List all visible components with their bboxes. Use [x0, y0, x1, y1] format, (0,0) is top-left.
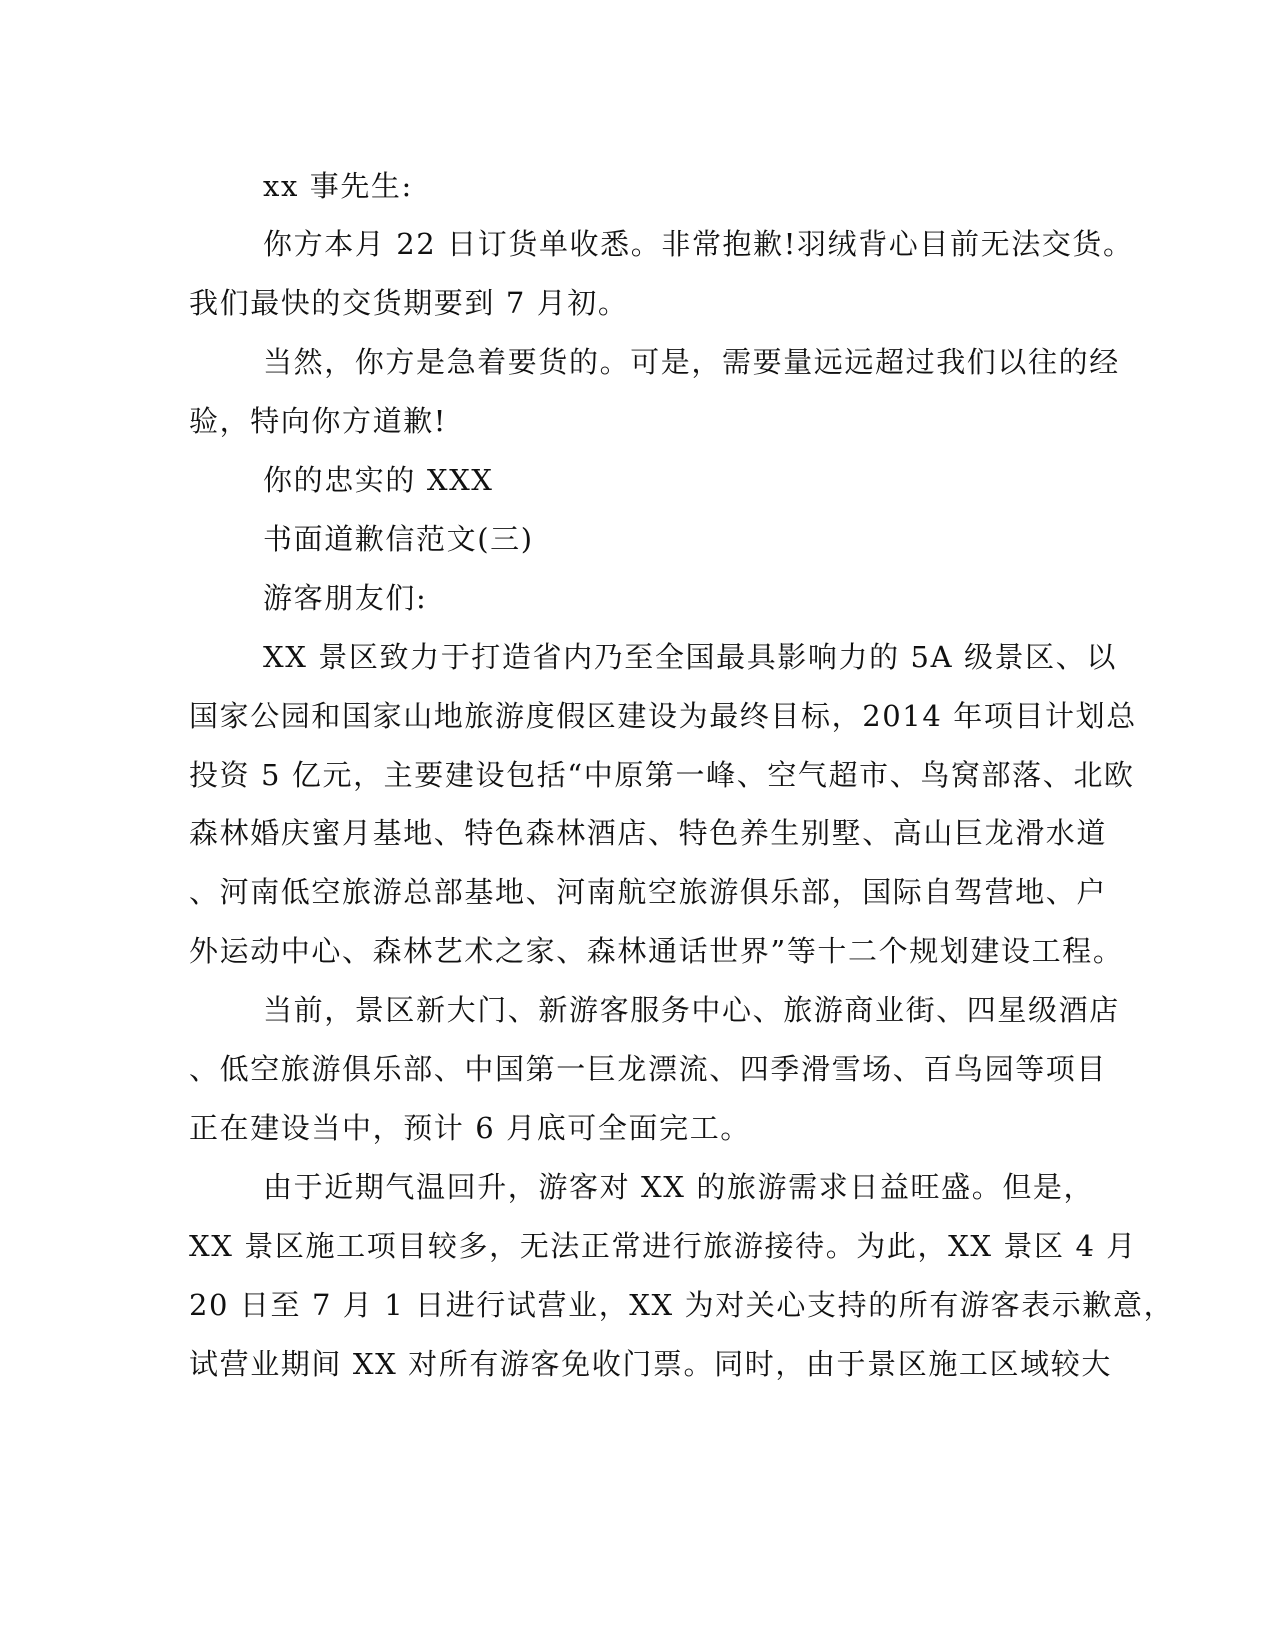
salutation-line: 游客朋友们:	[263, 581, 428, 615]
paragraph-line: 你方本月 22 日订货单收悉。非常抱歉!羽绒背心目前无法交货。	[263, 227, 1134, 261]
paragraph-line: 、河南低空旅游总部基地、河南航空旅游俱乐部，国际自驾营地、户	[189, 875, 1108, 909]
paragraph-line: 验，特向你方道歉!	[189, 404, 448, 438]
paragraph-line: 我们最快的交货期要到 7 月初。	[189, 286, 629, 320]
paragraph-line: 当然，你方是急着要货的。可是，需要量远远超过我们以往的经	[263, 345, 1120, 379]
paragraph-line: 20 日至 7 月 1 日进行试营业，XX 为对关心支持的所有游客表示歉意，	[189, 1288, 1175, 1322]
paragraph-line: 由于近期气温回升，游客对 XX 的旅游需求日益旺盛。但是，	[263, 1170, 1095, 1204]
paragraph-line: 正在建设当中，预计 6 月底可全面完工。	[189, 1111, 751, 1145]
paragraph-line: 国家公园和国家山地旅游度假区建设为最终目标，2014 年项目计划总	[189, 699, 1137, 733]
paragraph-line: 当前，景区新大门、新游客服务中心、旅游商业街、四星级酒店	[263, 993, 1120, 1027]
signature-line: 你的忠实的 XXX	[263, 463, 494, 497]
paragraph-line: 试营业期间 XX 对所有游客免收门票。同时，由于景区施工区域较大	[189, 1347, 1112, 1381]
salutation-line: xx 事先生:	[263, 169, 413, 203]
paragraph-line: XX 景区施工项目较多，无法正常进行旅游接待。为此，XX 景区 4 月	[189, 1229, 1137, 1263]
section-title: 书面道歉信范文(三)	[263, 522, 534, 556]
paragraph-line: 外运动中心、森林艺术之家、森林通话世界”等十二个规划建设工程。	[189, 934, 1124, 968]
paragraph-line: 投资 5 亿元，主要建设包括“中原第一峰、空气超市、鸟窝部落、北欧	[189, 758, 1135, 792]
paragraph-line: XX 景区致力于打造省内乃至全国最具影响力的 5A 级景区、以	[263, 640, 1117, 674]
paragraph-line: 、低空旅游俱乐部、中国第一巨龙漂流、四季滑雪场、百鸟园等项目	[189, 1052, 1108, 1086]
paragraph-line: 森林婚庆蜜月基地、特色森林酒店、特色养生别墅、高山巨龙滑水道	[189, 816, 1108, 850]
